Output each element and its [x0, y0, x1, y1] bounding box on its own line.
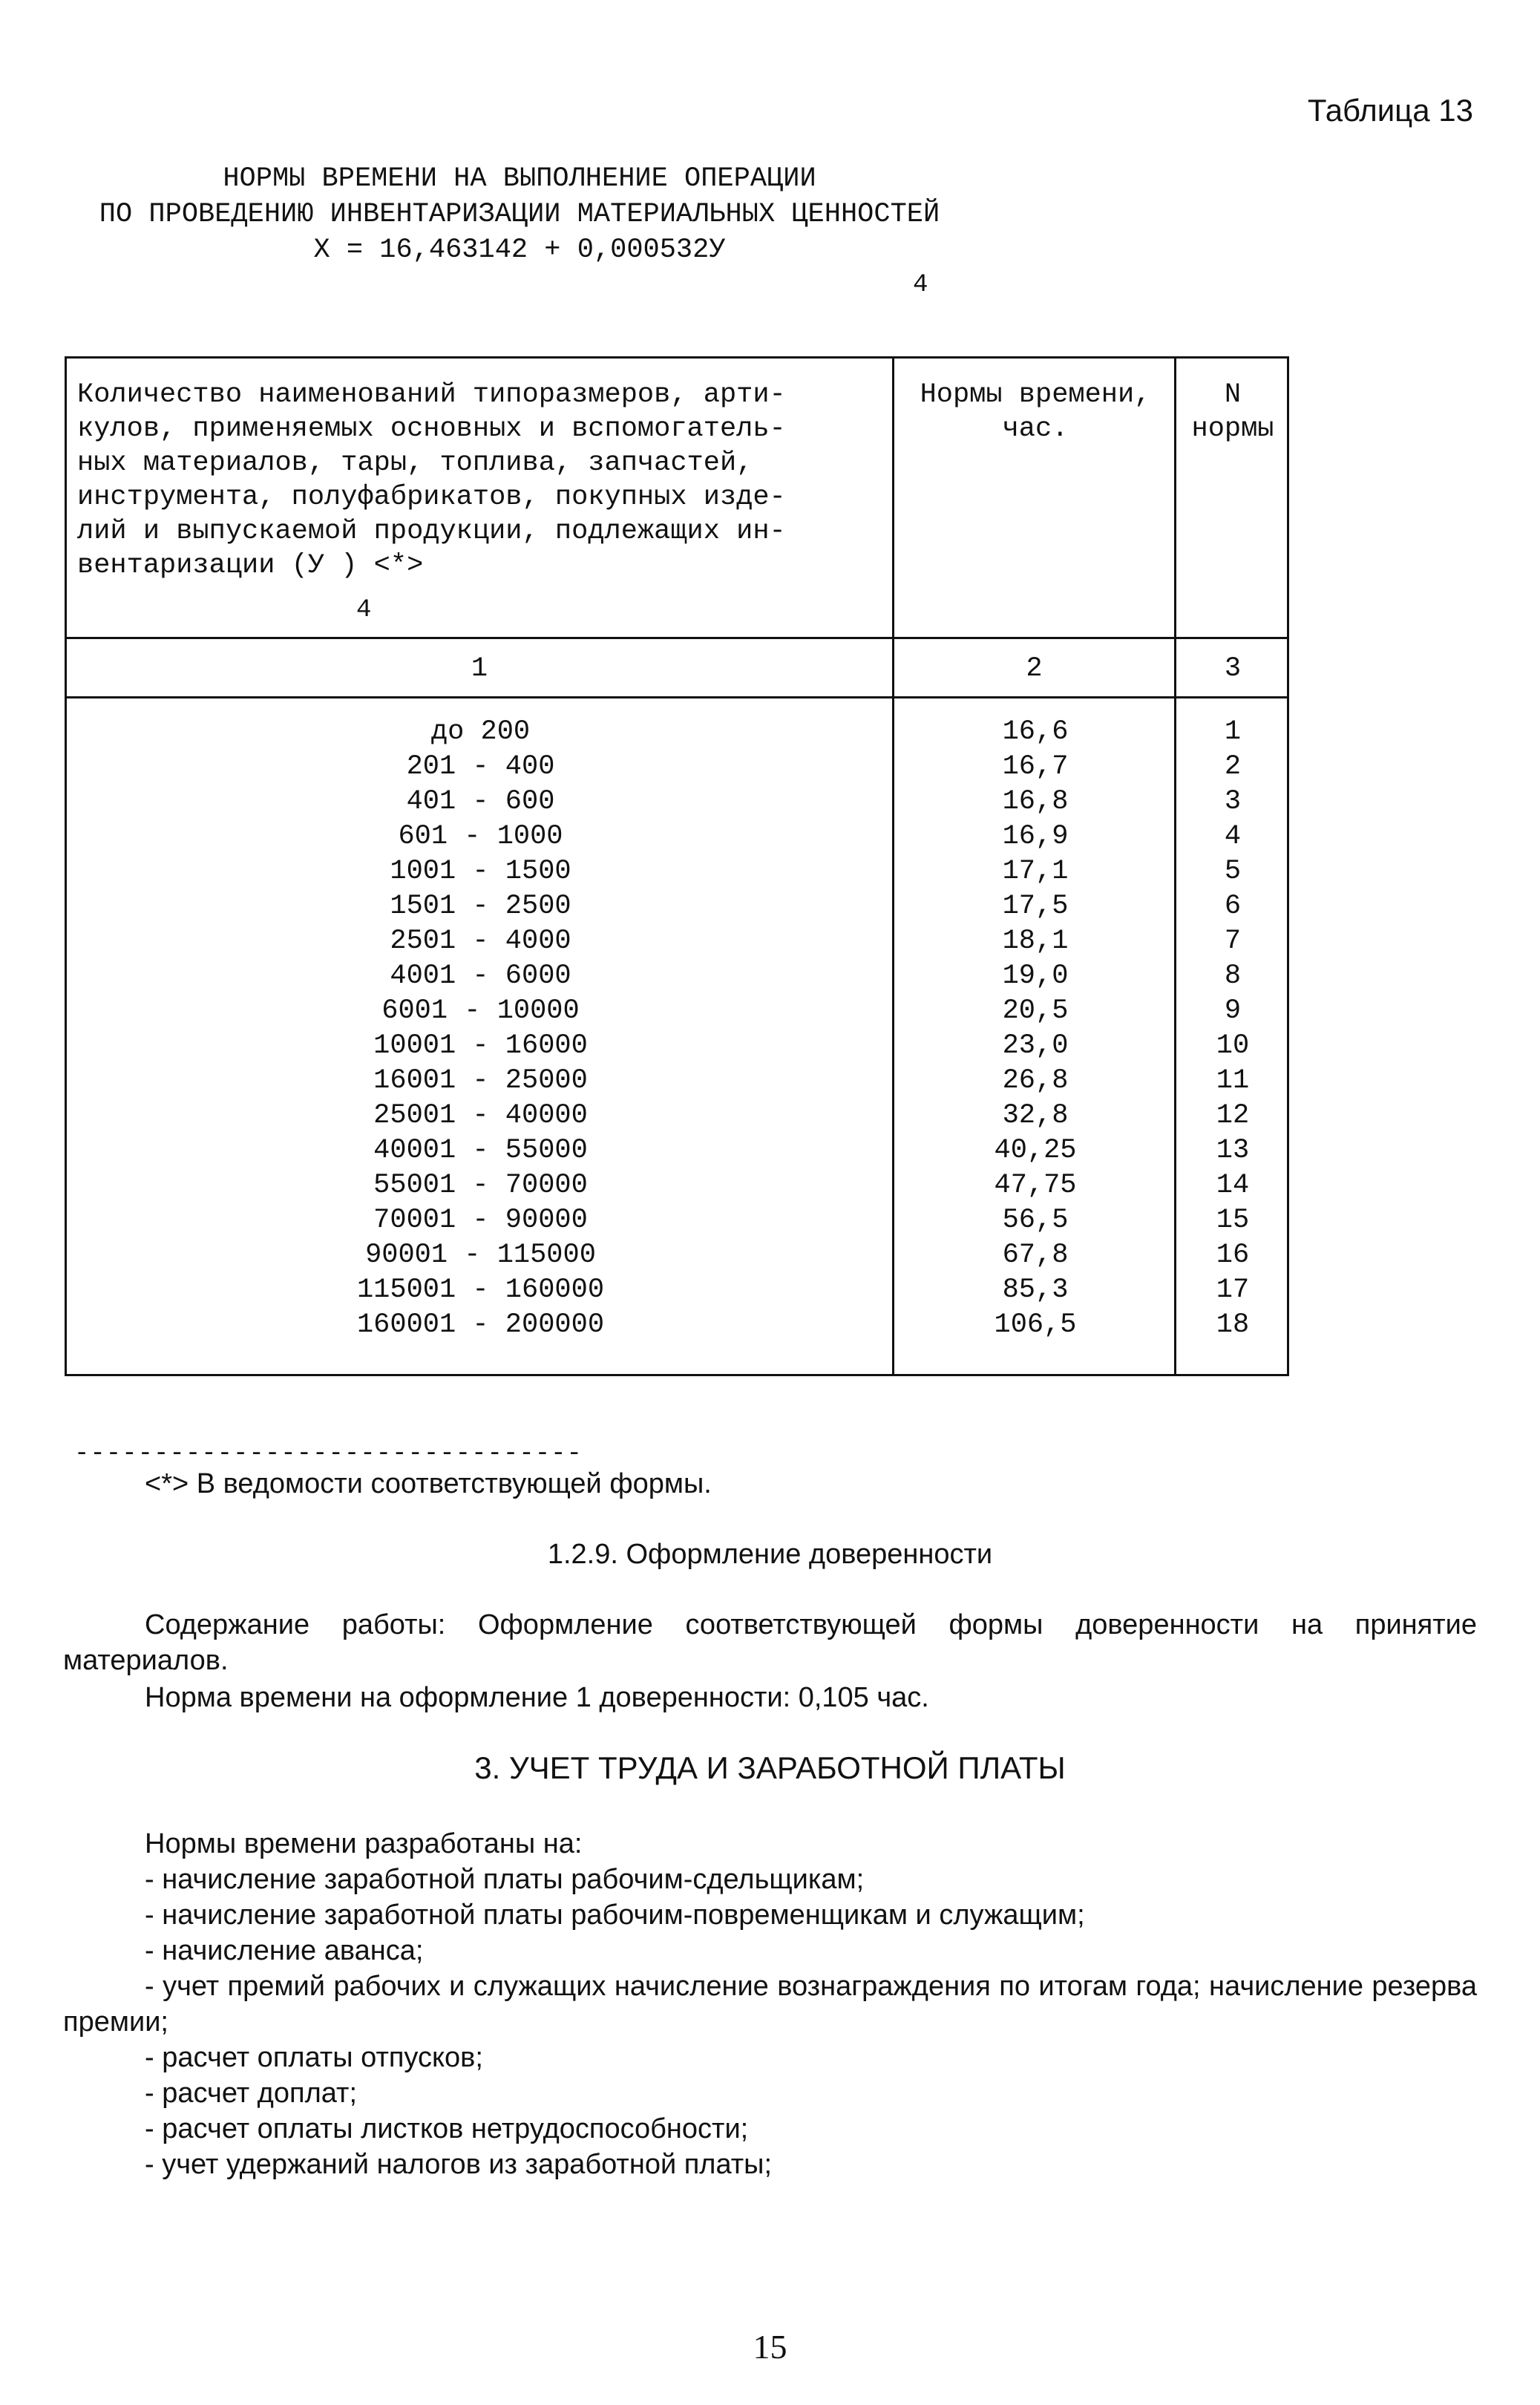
content-paragraph: Содержание работы: Оформление соответствующей формы доверенности на принятие материалов.: [63, 1609, 1477, 1676]
norm-cell: 16,7: [1002, 751, 1069, 782]
norm-cell: 16,8: [1002, 786, 1069, 817]
footnote: <*> В ведомости соответствующей формы.: [145, 1468, 712, 1499]
n-cell: 13: [1216, 1135, 1250, 1166]
n-cell: 10: [1216, 1030, 1250, 1061]
n-cell: 9: [1224, 995, 1242, 1027]
range-cell: 6001 - 10000: [381, 995, 580, 1027]
formula-subscript: 4: [913, 271, 928, 299]
norm-cell: 16,9: [1002, 821, 1069, 852]
range-column: [67, 715, 894, 1343]
page-number: 15: [753, 2328, 787, 2366]
list-item: - учет удержаний налогов из заработной платы;: [145, 2149, 773, 2180]
table-title-line2: ПО ПРОВЕДЕНИЮ ИНВЕНТАРИЗАЦИИ МАТЕРИАЛЬНЫХ ЦЕННОСТЕЙ: [99, 199, 940, 230]
range-cell: 1501 - 2500: [390, 891, 571, 922]
norm-cell: 40,25: [994, 1135, 1077, 1166]
column-header-subscript: 4: [356, 596, 372, 624]
norm-cell: 19,0: [1002, 961, 1069, 992]
n-column: [1176, 715, 1289, 1343]
column-header-quantity: Количество наименований типоразмеров, арти- кулов, применяемых основных и вспомогатель- ных материалов, тары, топлива, запчастей, инструмента, полуфабрикатов, покупных изде- лий и выпускаемой продукции, подлежащих ин- вентаризации (У ) <*>: [77, 379, 786, 581]
norm-cell: 106,5: [994, 1309, 1077, 1341]
list-item: - расчет доплат;: [145, 2078, 358, 2109]
n-cell: 18: [1216, 1309, 1250, 1341]
n-cell: 8: [1224, 961, 1242, 992]
range-cell: 4001 - 6000: [390, 961, 571, 992]
column-number-2: 2: [1026, 653, 1043, 684]
norm-cell: 32,8: [1002, 1100, 1069, 1131]
list-item: - учет премий рабочих и служащих начисление вознаграждения по итогам года; начисление резерва премии;: [63, 1971, 1477, 2038]
n-cell: 5: [1224, 856, 1242, 887]
range-cell: 40001 - 55000: [373, 1135, 588, 1166]
range-cell: 601 - 1000: [398, 821, 563, 852]
range-cell: 160001 - 200000: [356, 1309, 605, 1341]
n-cell: 7: [1224, 926, 1242, 957]
norm-cell: 17,5: [1002, 891, 1069, 922]
n-cell: 16: [1216, 1240, 1250, 1271]
list-item: - расчет оплаты отпусков;: [145, 2042, 483, 2073]
norms-table: [65, 356, 1289, 1376]
n-cell: 15: [1216, 1205, 1250, 1236]
table-label: Таблица 13: [1307, 93, 1473, 128]
range-cell: 1001 - 1500: [390, 856, 571, 887]
norm-cell: 20,5: [1002, 995, 1069, 1027]
range-cell: 90001 - 115000: [365, 1240, 596, 1271]
range-cell: 70001 - 90000: [373, 1205, 588, 1236]
header-divider: [67, 637, 1287, 639]
list-item: - начисление аванса;: [145, 1935, 424, 1966]
n-cell: 2: [1224, 751, 1242, 782]
table-formula: X = 16,463142 + 0,000532У: [313, 235, 726, 266]
n-cell: 14: [1216, 1170, 1250, 1201]
list-item: - начисление заработной платы рабочим-повременщикам и служащим;: [145, 1900, 1085, 1931]
norm-statement: Норма времени на оформление 1 доверенности: 0,105 час.: [145, 1682, 929, 1713]
norm-cell: 26,8: [1002, 1065, 1069, 1096]
column-header-n: N нормы: [1191, 379, 1274, 445]
norm-cell: 23,0: [1002, 1030, 1069, 1061]
range-cell: 201 - 400: [406, 751, 555, 782]
n-cell: 1: [1224, 716, 1242, 747]
norm-cell: 56,5: [1002, 1205, 1069, 1236]
range-cell: до 200: [430, 716, 531, 747]
norm-column: [894, 715, 1176, 1343]
range-cell: 16001 - 25000: [373, 1065, 588, 1096]
norm-cell: 17,1: [1002, 856, 1069, 887]
norm-cell: 85,3: [1002, 1275, 1069, 1306]
norm-cell: 16,6: [1002, 716, 1069, 747]
n-cell: 6: [1224, 891, 1242, 922]
n-cell: 11: [1216, 1065, 1250, 1096]
list-item: - расчет оплаты листков нетрудоспособности;: [145, 2113, 749, 2144]
range-cell: 2501 - 4000: [390, 926, 571, 957]
n-cell: 3: [1224, 786, 1242, 817]
range-cell: 401 - 600: [406, 786, 555, 817]
list-intro: Нормы времени разработаны на:: [145, 1828, 583, 1859]
section-heading-1-2-9: 1.2.9. Оформление доверенности: [547, 1539, 993, 1570]
section-heading-3: 3. УЧЕТ ТРУДА И ЗАРАБОТНОЙ ПЛАТЫ: [474, 1750, 1066, 1785]
range-cell: 55001 - 70000: [373, 1170, 588, 1201]
range-cell: 10001 - 16000: [373, 1030, 588, 1061]
column-number-1: 1: [471, 653, 488, 684]
n-cell: 17: [1216, 1275, 1250, 1306]
column-number-3: 3: [1224, 653, 1242, 684]
range-cell: 25001 - 40000: [373, 1100, 588, 1131]
norm-cell: 67,8: [1002, 1240, 1069, 1271]
list-item: - начисление заработной платы рабочим-сдельщикам;: [145, 1864, 865, 1895]
column-header-norm: Нормы времени, час.: [920, 379, 1151, 445]
norm-cell: 18,1: [1002, 926, 1069, 957]
norm-cell: 47,75: [994, 1170, 1077, 1201]
numbers-divider: [67, 696, 1287, 698]
footnote-separator: --------------------------------: [74, 1440, 583, 1468]
range-cell: 115001 - 160000: [356, 1275, 605, 1306]
n-cell: 12: [1216, 1100, 1250, 1131]
n-cell: 4: [1224, 821, 1242, 852]
table-title-line1: НОРМЫ ВРЕМЕНИ НА ВЫПОЛНЕНИЕ ОПЕРАЦИИ: [223, 163, 816, 194]
